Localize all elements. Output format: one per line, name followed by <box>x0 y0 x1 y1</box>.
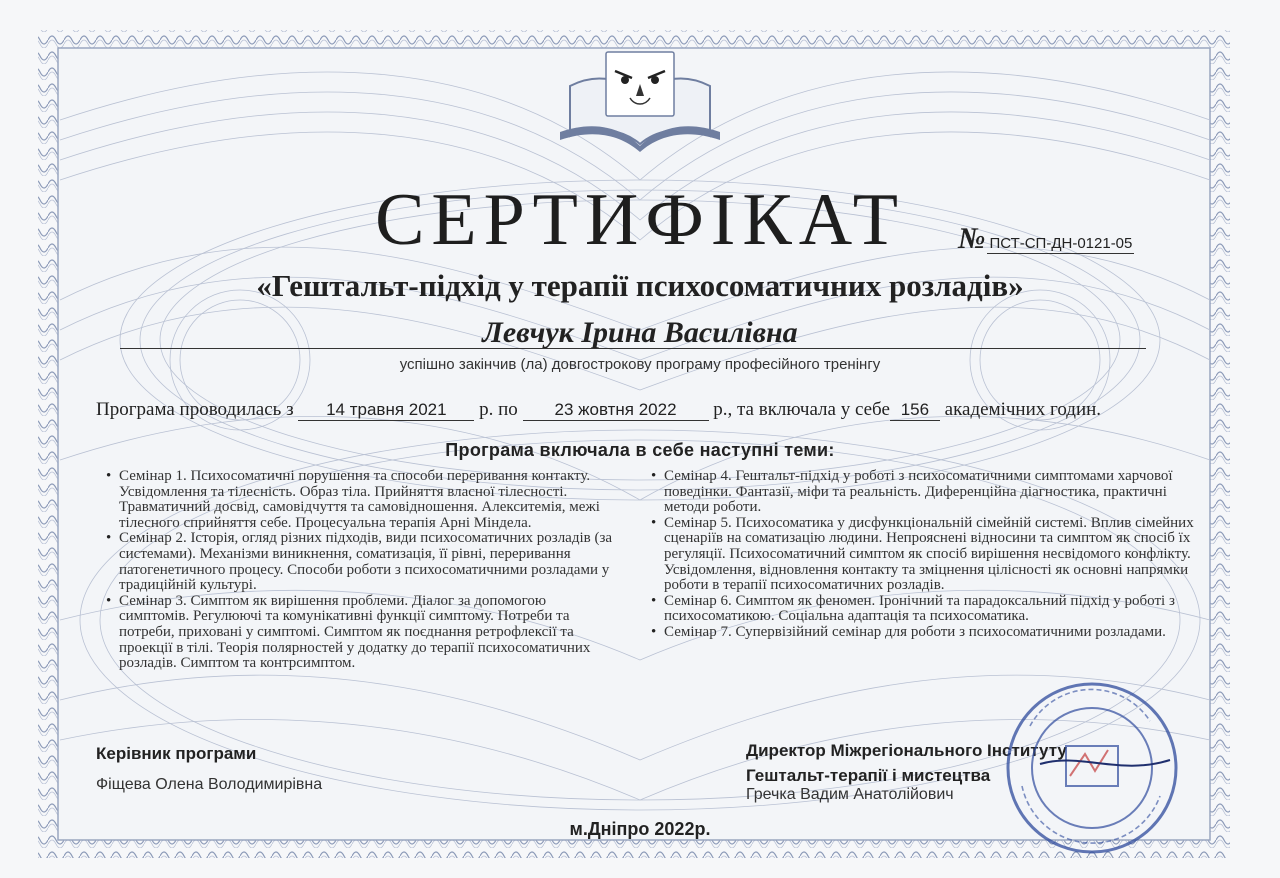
dates-suffix2: академічних годин. <box>944 399 1102 420</box>
director-role-line1: Директор Міжрегіонального Інституту <box>746 741 1067 760</box>
course-title: «Гештальт-підхід у терапії психосоматичних розладів» <box>256 268 1024 303</box>
director-role-line2: Гештальт-терапії і мистецтва <box>746 766 991 785</box>
start-date: 14 травня 2021 <box>298 400 474 421</box>
dates-suffix1: р., та включала у себе <box>713 399 890 420</box>
number-sign: № <box>958 222 986 255</box>
city-year: м.Дніпро 2022р. <box>569 819 711 839</box>
list-item: • Семінар 6. Симптом як феномен. Іронічний та парадоксальний підхід у роботі з психосоматикою. Соціальна адаптація та психосоматика. <box>664 594 1195 625</box>
list-item: • Семінар 2. Історія, огляд різних підходів, види психосоматичних розладів (за системами). Механізми виникнення, соматизація, її рівні, переривання патогенетичного процесу. Способи роботи з психосоматичними розладами у традиційній культурі. <box>119 531 615 593</box>
list-item: • Семінар 4. Гештальт-підхід у роботі з психосоматичними симптомами харчової поведінки. Фантазії, міфи та реальність. Диференційна діагностика, практичні методи роботи. <box>664 469 1195 516</box>
completion-text: успішно закінчив (ла) довгострокову програму професійного тренінгу <box>399 356 881 373</box>
list-item: • Семінар 3. Симптом як вирішення проблеми. Діалог за допомогою симптомів. Регулюючі та комунікативні функції симптому. Потреби та потреби, приховані у симптомі. Симптом як поєднання ретрофлексії та проекції в тілі. Теорія полярностей у додатку до терапії психосоматичних розладів. Симптом та контрсимптом. <box>119 594 615 672</box>
dates-mid: р. по <box>479 399 518 420</box>
recipient-underline <box>120 348 1146 349</box>
end-date: 23 жовтня 2022 <box>523 400 709 421</box>
program-head-role: Керівник програми <box>96 744 257 763</box>
topics-heading: Програма включала в себе наступні теми: <box>445 440 835 460</box>
director-name: Гречка Вадим Анатолійович <box>746 786 954 803</box>
list-item: • Семінар 7. Супервізійний семінар для роботи з психосоматичними розладами. <box>664 625 1195 641</box>
certificate-number-code: ПСТ-СП-ДН-0121-05 <box>989 235 1133 252</box>
list-item: • Семінар 1. Психосоматичні порушення та способи переривання контакту. Усвідомлення та тілесність. Образ тіла. Прийняття власної тілесності. Травматичний досвід, самовідчуття та самовідношення. Алекситемія, межі тілесного сприйняття себе. Процесуальна терапія Арні Мінделa. <box>119 469 615 531</box>
program-head-name: Фіщева Олена Володимирівна <box>96 776 323 793</box>
signature-icon <box>1040 760 1170 766</box>
certificate-title: СЕРТИФІКАТ <box>375 179 905 261</box>
topics-right-column <box>650 469 1195 641</box>
recipient-name: Левчук Ірина Василівна <box>482 316 798 349</box>
program-dates <box>96 399 1101 421</box>
certificate-number <box>958 222 1134 256</box>
academic-hours: 156 <box>890 400 940 421</box>
topics-left-column <box>105 469 615 672</box>
list-item: • Семінар 5. Психосоматика у дисфункціональній сімейній системі. Вплив сімейних сценаріїв на соматизацію людини. Непрояснені відносини та симптом як спосіб їх регуляції. Психосоматичний симптом як спосіб вирішення несвідомого конфлікту. Усвідомлення, відновлення контакту та зміцнення цілісності як основні напрямки роботи в терапії психосоматичних розладів. <box>664 516 1195 594</box>
dates-prefix: Програма проводилась з <box>96 399 294 420</box>
